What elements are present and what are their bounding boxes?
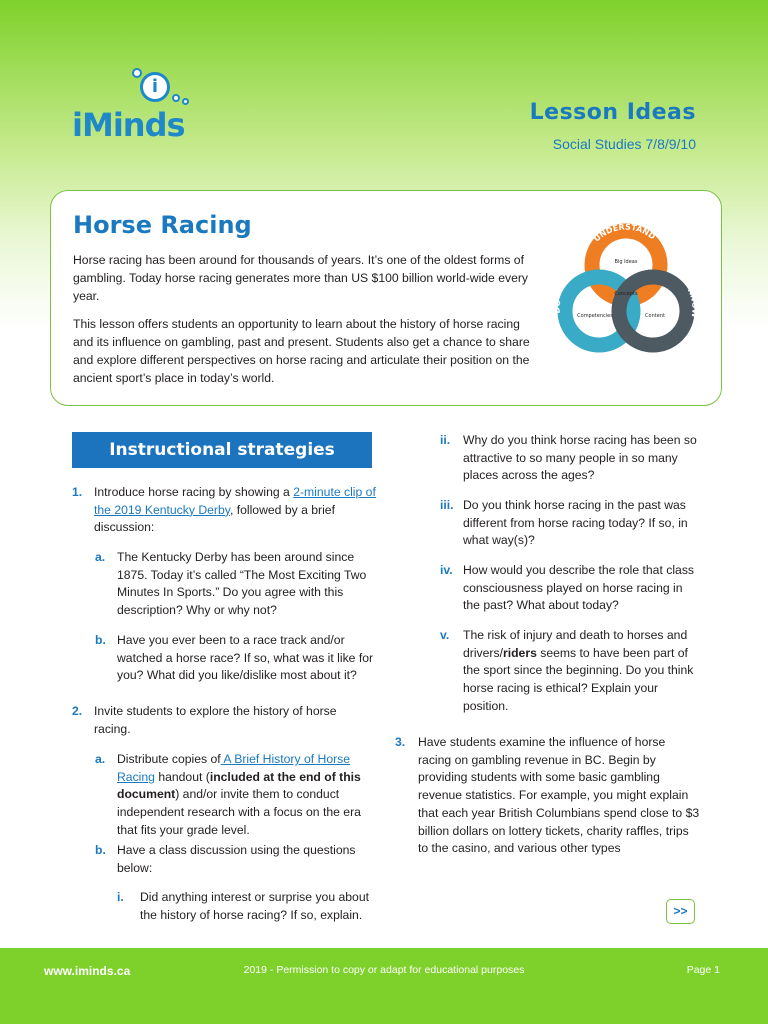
intro-box [50,190,722,406]
item-2a-text-lead: Distribute copies of [117,752,221,766]
item-1-text-lead: Introduce horse racing by showing a [94,485,294,499]
grade-subtitle: Social Studies 7/8/9/10 [552,136,696,152]
logo-wordmark: iMinds [72,106,185,144]
item-2b-v-text-lead: The risk of injury and death to horses and drivers/ [463,628,688,660]
roman-numeral: i. [117,890,124,904]
item-2b-i-text: Did anything interest or surprise you about the history of horse racing? If so, explain. [140,890,369,922]
lesson-ideas-title: Lesson Ideas [529,100,696,125]
item-2b-v-text [463,627,699,716]
item-3-text: Have students examine the influence of horse racing on gambling revenue in BC. Begin by providing students with some basic gambling revenue statistics. For example, you might explain that each year British Columbians spend close to $3 billion dollars on lottery tickets, charity raffles, trips to the casino, and various other types [418,735,700,856]
logo-bubble-dot [172,94,180,102]
content-label: Content [645,313,665,319]
item-2a-text-tail: ) and/or invite them to conduct independent research with a focus on the era that fits your grade level. [117,787,361,837]
item-1-text-tail: , followed by a brief discussion: [94,502,335,535]
competencies-label: Competencies [577,313,613,319]
do-label: DO [552,299,563,314]
footer [0,948,768,1024]
subitem-letter: b. [95,633,106,647]
roman-numeral: iii. [440,498,454,512]
logo-i-bubble: i [140,72,170,102]
logo-bubble-dot [132,68,142,78]
item-1b-text: Have you ever been to a race track and/or watched a horse race? If so, what was it like for you? What did you like/dislike most about it? [117,633,374,683]
intro-paragraph-2: This lesson offers students an opportunity to learn about the history of horse racing and its influence on gambling, past and present. Students also get a chance to share and explore different perspectives on horse racing and articulate their position on the ancient sport’s place in today’s world. [73,317,530,385]
next-page-button[interactable]: >> [666,899,695,924]
know-label: KNOW [685,286,700,319]
roman-numeral: ii. [440,433,451,447]
page-number: Page 1 [686,964,720,976]
item-number: 2. [72,704,83,718]
item-2a-text-mid: handout ( [154,769,210,784]
understand-do-know-diagram [551,217,701,367]
subitem-letter: a. [95,550,106,564]
footer-url-link[interactable]: www.iminds.ca [44,964,131,978]
roman-numeral: iv. [440,563,453,577]
item-2b-iv-text: How would you describe the role that class consciousness played on horse racing in the past? What about today? [463,563,695,613]
item-number: 3. [395,735,406,749]
kentucky-derby-clip-link[interactable]: 2-minute clip of the 2019 Kentucky Derby [94,485,376,517]
item-2-text: Invite students to explore the history of horse racing. [94,704,337,736]
item-2b-iii-text: Do you think horse racing in the past was different from horse racing today? If so, in what way(s)? [463,498,688,548]
brief-history-link[interactable]: A Brief History of Horse Racing [117,752,351,784]
strategies-heading: Instructional strategies [72,432,372,468]
item-2a-text [117,751,377,840]
item-2a-text-bold: included at the end of this document [117,769,361,802]
roman-numeral: v. [440,628,450,642]
item-2b-v-text-tail: seems to have been part of the sport since the beginning. Do you think horse racing is ethical? Explain your position. [463,645,694,713]
iminds-logo[interactable] [68,68,198,154]
big-ideas-label: Big Ideas [614,259,638,265]
page-title: Horse Racing [73,211,252,239]
item-2b-v-text-bold: riders [502,645,537,660]
item-2b-text: Have a class discussion using the questions below: [117,843,356,875]
understand-label: UNDERSTAND [592,222,658,244]
logo-bubble-dot [182,98,189,105]
concepts-label: Concepts [614,291,638,297]
subitem-letter: b. [95,843,106,857]
subitem-letter: a. [95,752,106,766]
intro-paragraph-1: Horse racing has been around for thousands of years. It’s one of the oldest forms of gambling. Today horse racing generates more than US $100 billion world-wide every year. [73,253,529,303]
item-number: 1. [72,485,83,499]
footer-copyright-notice: 2019 - Permission to copy or adapt for educational purposes [243,964,525,976]
item-1-text [94,484,384,537]
item-2b-ii-text: Why do you think horse racing has been so attractive to so many people in so many places across the ages? [463,433,697,483]
item-1a-text: The Kentucky Derby has been around since 1875. Today it’s called “The Most Exciting Two Minutes In Sports.” Do you agree with this description? Why or why not? [117,550,367,618]
